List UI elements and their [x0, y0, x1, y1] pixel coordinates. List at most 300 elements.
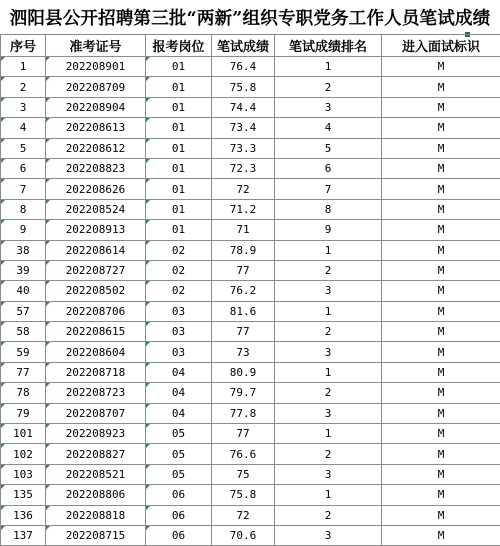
cell-interview-flag[interactable] — [382, 301, 500, 321]
cell-interview-flag-text: M — [438, 386, 445, 399]
cell-post[interactable] — [146, 240, 212, 260]
cell-seq-text: 136 — [13, 509, 33, 522]
cell-seq[interactable] — [1, 57, 46, 77]
cell-seq-text: 38 — [16, 244, 29, 257]
table-row — [1, 57, 500, 77]
cell-rank-text: 5 — [325, 142, 332, 155]
cell-exam-id[interactable] — [46, 525, 146, 545]
cell-exam-id[interactable] — [46, 118, 146, 138]
cell-post-text: 06 — [172, 529, 185, 542]
cell-seq-text: 6 — [20, 162, 27, 175]
cell-post[interactable] — [146, 57, 212, 77]
cell-exam-id-text: 202208521 — [66, 468, 126, 481]
cell-score[interactable] — [212, 322, 275, 342]
cell-score[interactable] — [212, 158, 275, 178]
header-score[interactable]: 笔试成绩 — [212, 35, 275, 57]
cell-score[interactable] — [212, 485, 275, 505]
cell-interview-flag[interactable] — [382, 220, 500, 240]
cell-score[interactable] — [212, 240, 275, 260]
text-number-indicator-icon — [46, 281, 50, 285]
cell-score-text: 78.9 — [230, 244, 257, 257]
cell-exam-id[interactable] — [46, 424, 146, 444]
cell-seq[interactable] — [1, 383, 46, 403]
text-number-indicator-icon — [46, 404, 50, 408]
text-number-indicator-icon — [46, 506, 50, 510]
cell-rank[interactable] — [275, 260, 382, 280]
cell-exam-id[interactable] — [46, 179, 146, 199]
cell-interview-flag[interactable] — [382, 383, 500, 403]
cell-rank[interactable] — [275, 118, 382, 138]
cell-score[interactable] — [212, 118, 275, 138]
cell-exam-id[interactable] — [46, 444, 146, 464]
text-number-indicator-icon — [1, 118, 5, 122]
cell-post-text: 06 — [172, 488, 185, 501]
cell-exam-id-text: 202208614 — [66, 244, 126, 257]
cell-exam-id[interactable] — [46, 240, 146, 260]
cell-interview-flag[interactable] — [382, 464, 500, 484]
cell-exam-id[interactable] — [46, 199, 146, 219]
cell-score[interactable] — [212, 301, 275, 321]
cell-rank-text: 2 — [325, 325, 332, 338]
cell-rank-text: 8 — [325, 203, 332, 216]
header-rank[interactable]: 笔试成绩排名 — [275, 35, 382, 57]
cell-rank[interactable] — [275, 281, 382, 301]
cell-seq[interactable] — [1, 281, 46, 301]
cell-exam-id-text: 202208923 — [66, 427, 126, 440]
cell-rank-text: 1 — [325, 427, 332, 440]
text-number-indicator-icon — [46, 485, 50, 489]
cell-score[interactable] — [212, 97, 275, 117]
cell-post[interactable] — [146, 118, 212, 138]
table-row — [1, 77, 500, 97]
cell-rank[interactable] — [275, 485, 382, 505]
table-body — [1, 57, 500, 546]
cell-rank[interactable] — [275, 505, 382, 525]
cell-rank-text: 2 — [325, 509, 332, 522]
cell-seq[interactable] — [1, 362, 46, 382]
cell-score[interactable] — [212, 403, 275, 423]
cell-post[interactable] — [146, 505, 212, 525]
cell-rank[interactable] — [275, 301, 382, 321]
cell-interview-flag-text: M — [438, 427, 445, 440]
cell-exam-id-text: 202208818 — [66, 509, 126, 522]
cell-score[interactable] — [212, 199, 275, 219]
cell-seq[interactable] — [1, 158, 46, 178]
table-row — [1, 362, 500, 382]
cell-seq-text: 77 — [16, 366, 29, 379]
cell-seq-text: 5 — [20, 142, 27, 155]
cell-post[interactable] — [146, 97, 212, 117]
cell-exam-id-text: 202208524 — [66, 203, 126, 216]
cell-score-text: 77.8 — [230, 407, 257, 420]
cell-exam-id-text: 202208904 — [66, 101, 126, 114]
cell-rank[interactable] — [275, 322, 382, 342]
text-number-indicator-icon — [146, 220, 150, 224]
cell-score[interactable] — [212, 179, 275, 199]
cell-interview-flag-text: M — [438, 203, 445, 216]
cell-score[interactable] — [212, 57, 275, 77]
text-number-indicator-icon — [46, 57, 50, 61]
cell-post[interactable] — [146, 403, 212, 423]
cell-exam-id[interactable] — [46, 322, 146, 342]
cell-score[interactable] — [212, 525, 275, 545]
cell-exam-id-text: 202208604 — [66, 346, 126, 359]
cell-interview-flag[interactable] — [382, 505, 500, 525]
cell-post[interactable] — [146, 260, 212, 280]
cell-post[interactable] — [146, 77, 212, 97]
text-number-indicator-icon — [146, 281, 150, 285]
cell-seq-text: 9 — [20, 223, 27, 236]
cell-rank[interactable] — [275, 464, 382, 484]
cell-post[interactable] — [146, 220, 212, 240]
table-row — [1, 97, 500, 117]
cell-seq[interactable] — [1, 77, 46, 97]
cell-exam-id[interactable] — [46, 281, 146, 301]
cell-seq-text: 135 — [13, 488, 33, 501]
cell-exam-id[interactable] — [46, 342, 146, 362]
cell-post[interactable] — [146, 525, 212, 545]
cell-exam-id[interactable] — [46, 403, 146, 423]
cell-interview-flag-text: M — [438, 223, 445, 236]
cell-rank[interactable] — [275, 424, 382, 444]
cell-rank-text: 4 — [325, 121, 332, 134]
cell-seq[interactable] — [1, 240, 46, 260]
cell-score-text: 75 — [236, 468, 249, 481]
cell-interview-flag-text: M — [438, 284, 445, 297]
cell-interview-flag[interactable] — [382, 97, 500, 117]
cell-post-text: 04 — [172, 386, 185, 399]
cell-interview-flag[interactable] — [382, 444, 500, 464]
cell-exam-id[interactable] — [46, 464, 146, 484]
cell-score[interactable] — [212, 342, 275, 362]
text-number-indicator-icon — [146, 526, 150, 530]
text-number-indicator-icon — [1, 200, 5, 204]
cell-score-text: 76.4 — [230, 60, 257, 73]
cell-exam-id-text: 202208827 — [66, 448, 126, 461]
cell-exam-id-text: 202208913 — [66, 223, 126, 236]
cell-exam-id[interactable] — [46, 383, 146, 403]
text-number-indicator-icon — [146, 363, 150, 367]
cell-seq[interactable] — [1, 424, 46, 444]
cell-seq[interactable] — [1, 260, 46, 280]
cell-post[interactable] — [146, 158, 212, 178]
cell-post[interactable] — [146, 179, 212, 199]
cell-rank-text: 1 — [325, 366, 332, 379]
score-table — [0, 34, 500, 546]
table-row — [1, 260, 500, 280]
cell-interview-flag[interactable] — [382, 322, 500, 342]
cell-seq[interactable] — [1, 97, 46, 117]
cell-rank-text: 3 — [325, 529, 332, 542]
table-row — [1, 301, 500, 321]
cell-rank-text: 1 — [325, 488, 332, 501]
cell-score-text: 72.3 — [230, 162, 257, 175]
cell-seq-text: 8 — [20, 203, 27, 216]
cell-score-text: 80.9 — [230, 366, 257, 379]
cell-interview-flag[interactable] — [382, 424, 500, 444]
text-number-indicator-icon — [46, 179, 50, 183]
cell-score[interactable] — [212, 362, 275, 382]
text-number-indicator-icon — [46, 159, 50, 163]
cell-post[interactable] — [146, 199, 212, 219]
cell-interview-flag-text: M — [438, 407, 445, 420]
cell-seq-text: 101 — [13, 427, 33, 440]
table-row — [1, 342, 500, 362]
cell-rank[interactable] — [275, 362, 382, 382]
cell-interview-flag[interactable] — [382, 240, 500, 260]
cell-post[interactable] — [146, 138, 212, 158]
text-number-indicator-icon — [146, 342, 150, 346]
cell-post-text: 01 — [172, 121, 185, 134]
cell-interview-flag-text: M — [438, 488, 445, 501]
cell-interview-flag[interactable] — [382, 138, 500, 158]
cell-score[interactable] — [212, 464, 275, 484]
cell-seq[interactable] — [1, 485, 46, 505]
cell-score-text: 72 — [236, 509, 249, 522]
cell-seq[interactable] — [1, 199, 46, 219]
cell-post-text: 01 — [172, 183, 185, 196]
cell-seq-text: 59 — [16, 346, 29, 359]
header-seq[interactable]: 序号 — [1, 35, 46, 57]
cell-seq[interactable] — [1, 220, 46, 240]
cell-seq[interactable] — [1, 118, 46, 138]
cell-rank[interactable] — [275, 57, 382, 77]
text-number-indicator-icon — [1, 363, 5, 367]
cell-interview-flag-text: M — [438, 244, 445, 257]
cell-post[interactable] — [146, 301, 212, 321]
text-number-indicator-icon — [1, 261, 5, 265]
text-number-indicator-icon — [1, 424, 5, 428]
table-row — [1, 464, 500, 484]
cell-seq[interactable] — [1, 464, 46, 484]
cell-exam-id[interactable] — [46, 505, 146, 525]
cell-rank[interactable] — [275, 199, 382, 219]
text-number-indicator-icon — [1, 57, 5, 61]
header-interview-flag[interactable]: 进入面试标识 — [382, 35, 500, 57]
cell-rank[interactable] — [275, 97, 382, 117]
cell-interview-flag-text: M — [438, 183, 445, 196]
header-row — [1, 35, 500, 57]
cell-exam-id-text: 202208615 — [66, 325, 126, 338]
text-number-indicator-icon — [146, 241, 150, 245]
cell-seq-text: 40 — [16, 284, 29, 297]
sheet-title-cell[interactable] — [0, 0, 500, 35]
cell-exam-id-text: 202208626 — [66, 183, 126, 196]
cell-score[interactable] — [212, 220, 275, 240]
cell-rank[interactable] — [275, 342, 382, 362]
table-row — [1, 118, 500, 138]
cell-seq-text: 2 — [20, 81, 27, 94]
cell-score-text: 72 — [236, 183, 249, 196]
cell-interview-flag-text: M — [438, 121, 445, 134]
cell-interview-flag-text: M — [438, 509, 445, 522]
cell-rank[interactable] — [275, 240, 382, 260]
cell-interview-flag[interactable] — [382, 118, 500, 138]
cell-interview-flag[interactable] — [382, 362, 500, 382]
cell-exam-id[interactable] — [46, 97, 146, 117]
cell-seq-text: 57 — [16, 305, 29, 318]
cell-post[interactable] — [146, 444, 212, 464]
cell-interview-flag[interactable] — [382, 57, 500, 77]
cell-exam-id[interactable] — [46, 362, 146, 382]
table-row — [1, 158, 500, 178]
cell-score-text: 76.6 — [230, 448, 257, 461]
cell-rank-text: 2 — [325, 264, 332, 277]
text-number-indicator-icon — [146, 118, 150, 122]
cell-score-text: 75.8 — [230, 488, 257, 501]
cell-seq[interactable] — [1, 179, 46, 199]
text-number-indicator-icon — [1, 220, 5, 224]
text-number-indicator-icon — [146, 302, 150, 306]
cell-seq[interactable] — [1, 444, 46, 464]
cell-interview-flag[interactable] — [382, 158, 500, 178]
text-number-indicator-icon — [46, 261, 50, 265]
cell-exam-id[interactable] — [46, 301, 146, 321]
cell-rank[interactable] — [275, 403, 382, 423]
cell-post-text: 06 — [172, 509, 185, 522]
text-number-indicator-icon — [46, 241, 50, 245]
text-number-indicator-icon — [146, 506, 150, 510]
cell-post[interactable] — [146, 485, 212, 505]
table-row — [1, 403, 500, 423]
cell-exam-id-text: 202208707 — [66, 407, 126, 420]
text-number-indicator-icon — [1, 526, 5, 530]
cell-exam-id-text: 202208612 — [66, 142, 126, 155]
cell-score[interactable] — [212, 77, 275, 97]
cell-post-text: 05 — [172, 468, 185, 481]
cell-score[interactable] — [212, 424, 275, 444]
cell-seq[interactable] — [1, 403, 46, 423]
cell-seq[interactable] — [1, 505, 46, 525]
cell-interview-flag[interactable] — [382, 342, 500, 362]
cell-interview-flag[interactable] — [382, 77, 500, 97]
text-number-indicator-icon — [1, 241, 5, 245]
cell-interview-flag[interactable] — [382, 199, 500, 219]
cell-seq-text: 1 — [20, 60, 27, 73]
cell-interview-flag[interactable] — [382, 281, 500, 301]
text-number-indicator-icon — [1, 506, 5, 510]
cell-exam-id[interactable] — [46, 220, 146, 240]
cell-score[interactable] — [212, 505, 275, 525]
cell-score-text: 79.7 — [230, 386, 257, 399]
text-number-indicator-icon — [146, 485, 150, 489]
cell-score[interactable] — [212, 260, 275, 280]
cell-rank-text: 1 — [325, 244, 332, 257]
text-number-indicator-icon — [46, 363, 50, 367]
text-number-indicator-icon — [1, 302, 5, 306]
cell-rank-text: 2 — [325, 386, 332, 399]
cell-seq-text: 39 — [16, 264, 29, 277]
cell-seq-text: 3 — [20, 101, 27, 114]
cell-interview-flag[interactable] — [382, 485, 500, 505]
text-number-indicator-icon — [1, 404, 5, 408]
text-number-indicator-icon — [1, 342, 5, 346]
cell-seq-text: 103 — [13, 468, 33, 481]
cell-rank[interactable] — [275, 77, 382, 97]
cell-interview-flag[interactable] — [382, 179, 500, 199]
cell-post-text: 01 — [172, 223, 185, 236]
cell-score-text: 74.4 — [230, 101, 257, 114]
cell-post[interactable] — [146, 464, 212, 484]
table-row — [1, 240, 500, 260]
cell-interview-flag[interactable] — [382, 525, 500, 545]
cell-exam-id-text: 202208715 — [66, 529, 126, 542]
table-row — [1, 505, 500, 525]
cell-post[interactable] — [146, 281, 212, 301]
cell-score-text: 77 — [236, 325, 249, 338]
cell-rank-text: 3 — [325, 468, 332, 481]
cell-seq[interactable] — [1, 525, 46, 545]
cell-exam-id[interactable] — [46, 57, 146, 77]
text-number-indicator-icon — [46, 526, 50, 530]
text-number-indicator-icon — [146, 57, 150, 61]
cell-rank-text: 1 — [325, 305, 332, 318]
cell-score[interactable] — [212, 281, 275, 301]
text-number-indicator-icon — [1, 465, 5, 469]
table-row — [1, 525, 500, 545]
cell-post-text: 04 — [172, 366, 185, 379]
cell-rank[interactable] — [275, 444, 382, 464]
cell-exam-id[interactable] — [46, 485, 146, 505]
cell-interview-flag[interactable] — [382, 260, 500, 280]
text-number-indicator-icon — [146, 159, 150, 163]
cell-rank-text: 3 — [325, 284, 332, 297]
table-row — [1, 424, 500, 444]
cell-post[interactable] — [146, 342, 212, 362]
cell-exam-id[interactable] — [46, 158, 146, 178]
cell-interview-flag-text: M — [438, 81, 445, 94]
cell-post[interactable] — [146, 383, 212, 403]
cell-post-text: 03 — [172, 305, 185, 318]
cell-rank[interactable] — [275, 383, 382, 403]
text-number-indicator-icon — [146, 322, 150, 326]
text-number-indicator-icon — [1, 281, 5, 285]
text-number-indicator-icon — [146, 261, 150, 265]
cell-interview-flag[interactable] — [382, 403, 500, 423]
cell-seq[interactable] — [1, 301, 46, 321]
table-row — [1, 220, 500, 240]
cell-rank[interactable] — [275, 179, 382, 199]
cell-score[interactable] — [212, 138, 275, 158]
cell-post[interactable] — [146, 424, 212, 444]
header-post[interactable]: 报考岗位 — [146, 35, 212, 57]
cell-rank[interactable] — [275, 158, 382, 178]
cell-post[interactable] — [146, 322, 212, 342]
cell-seq[interactable] — [1, 322, 46, 342]
cell-rank[interactable] — [275, 525, 382, 545]
cell-rank-text: 3 — [325, 101, 332, 114]
cell-post-text: 03 — [172, 325, 185, 338]
cell-exam-id[interactable] — [46, 138, 146, 158]
cell-exam-id[interactable] — [46, 77, 146, 97]
cell-exam-id[interactable] — [46, 260, 146, 280]
cell-post-text: 03 — [172, 346, 185, 359]
header-exam-id[interactable]: 准考证号 — [46, 35, 146, 57]
cell-post-text: 01 — [172, 60, 185, 73]
cell-post-text: 01 — [172, 142, 185, 155]
cell-score[interactable] — [212, 383, 275, 403]
cell-rank[interactable] — [275, 138, 382, 158]
cell-rank[interactable] — [275, 220, 382, 240]
cell-post[interactable] — [146, 362, 212, 382]
cell-score[interactable] — [212, 444, 275, 464]
cell-exam-id-text: 202208823 — [66, 162, 126, 175]
table-row — [1, 179, 500, 199]
cell-interview-flag-text: M — [438, 366, 445, 379]
text-number-indicator-icon — [46, 98, 50, 102]
cell-seq[interactable] — [1, 342, 46, 362]
cell-seq[interactable] — [1, 138, 46, 158]
